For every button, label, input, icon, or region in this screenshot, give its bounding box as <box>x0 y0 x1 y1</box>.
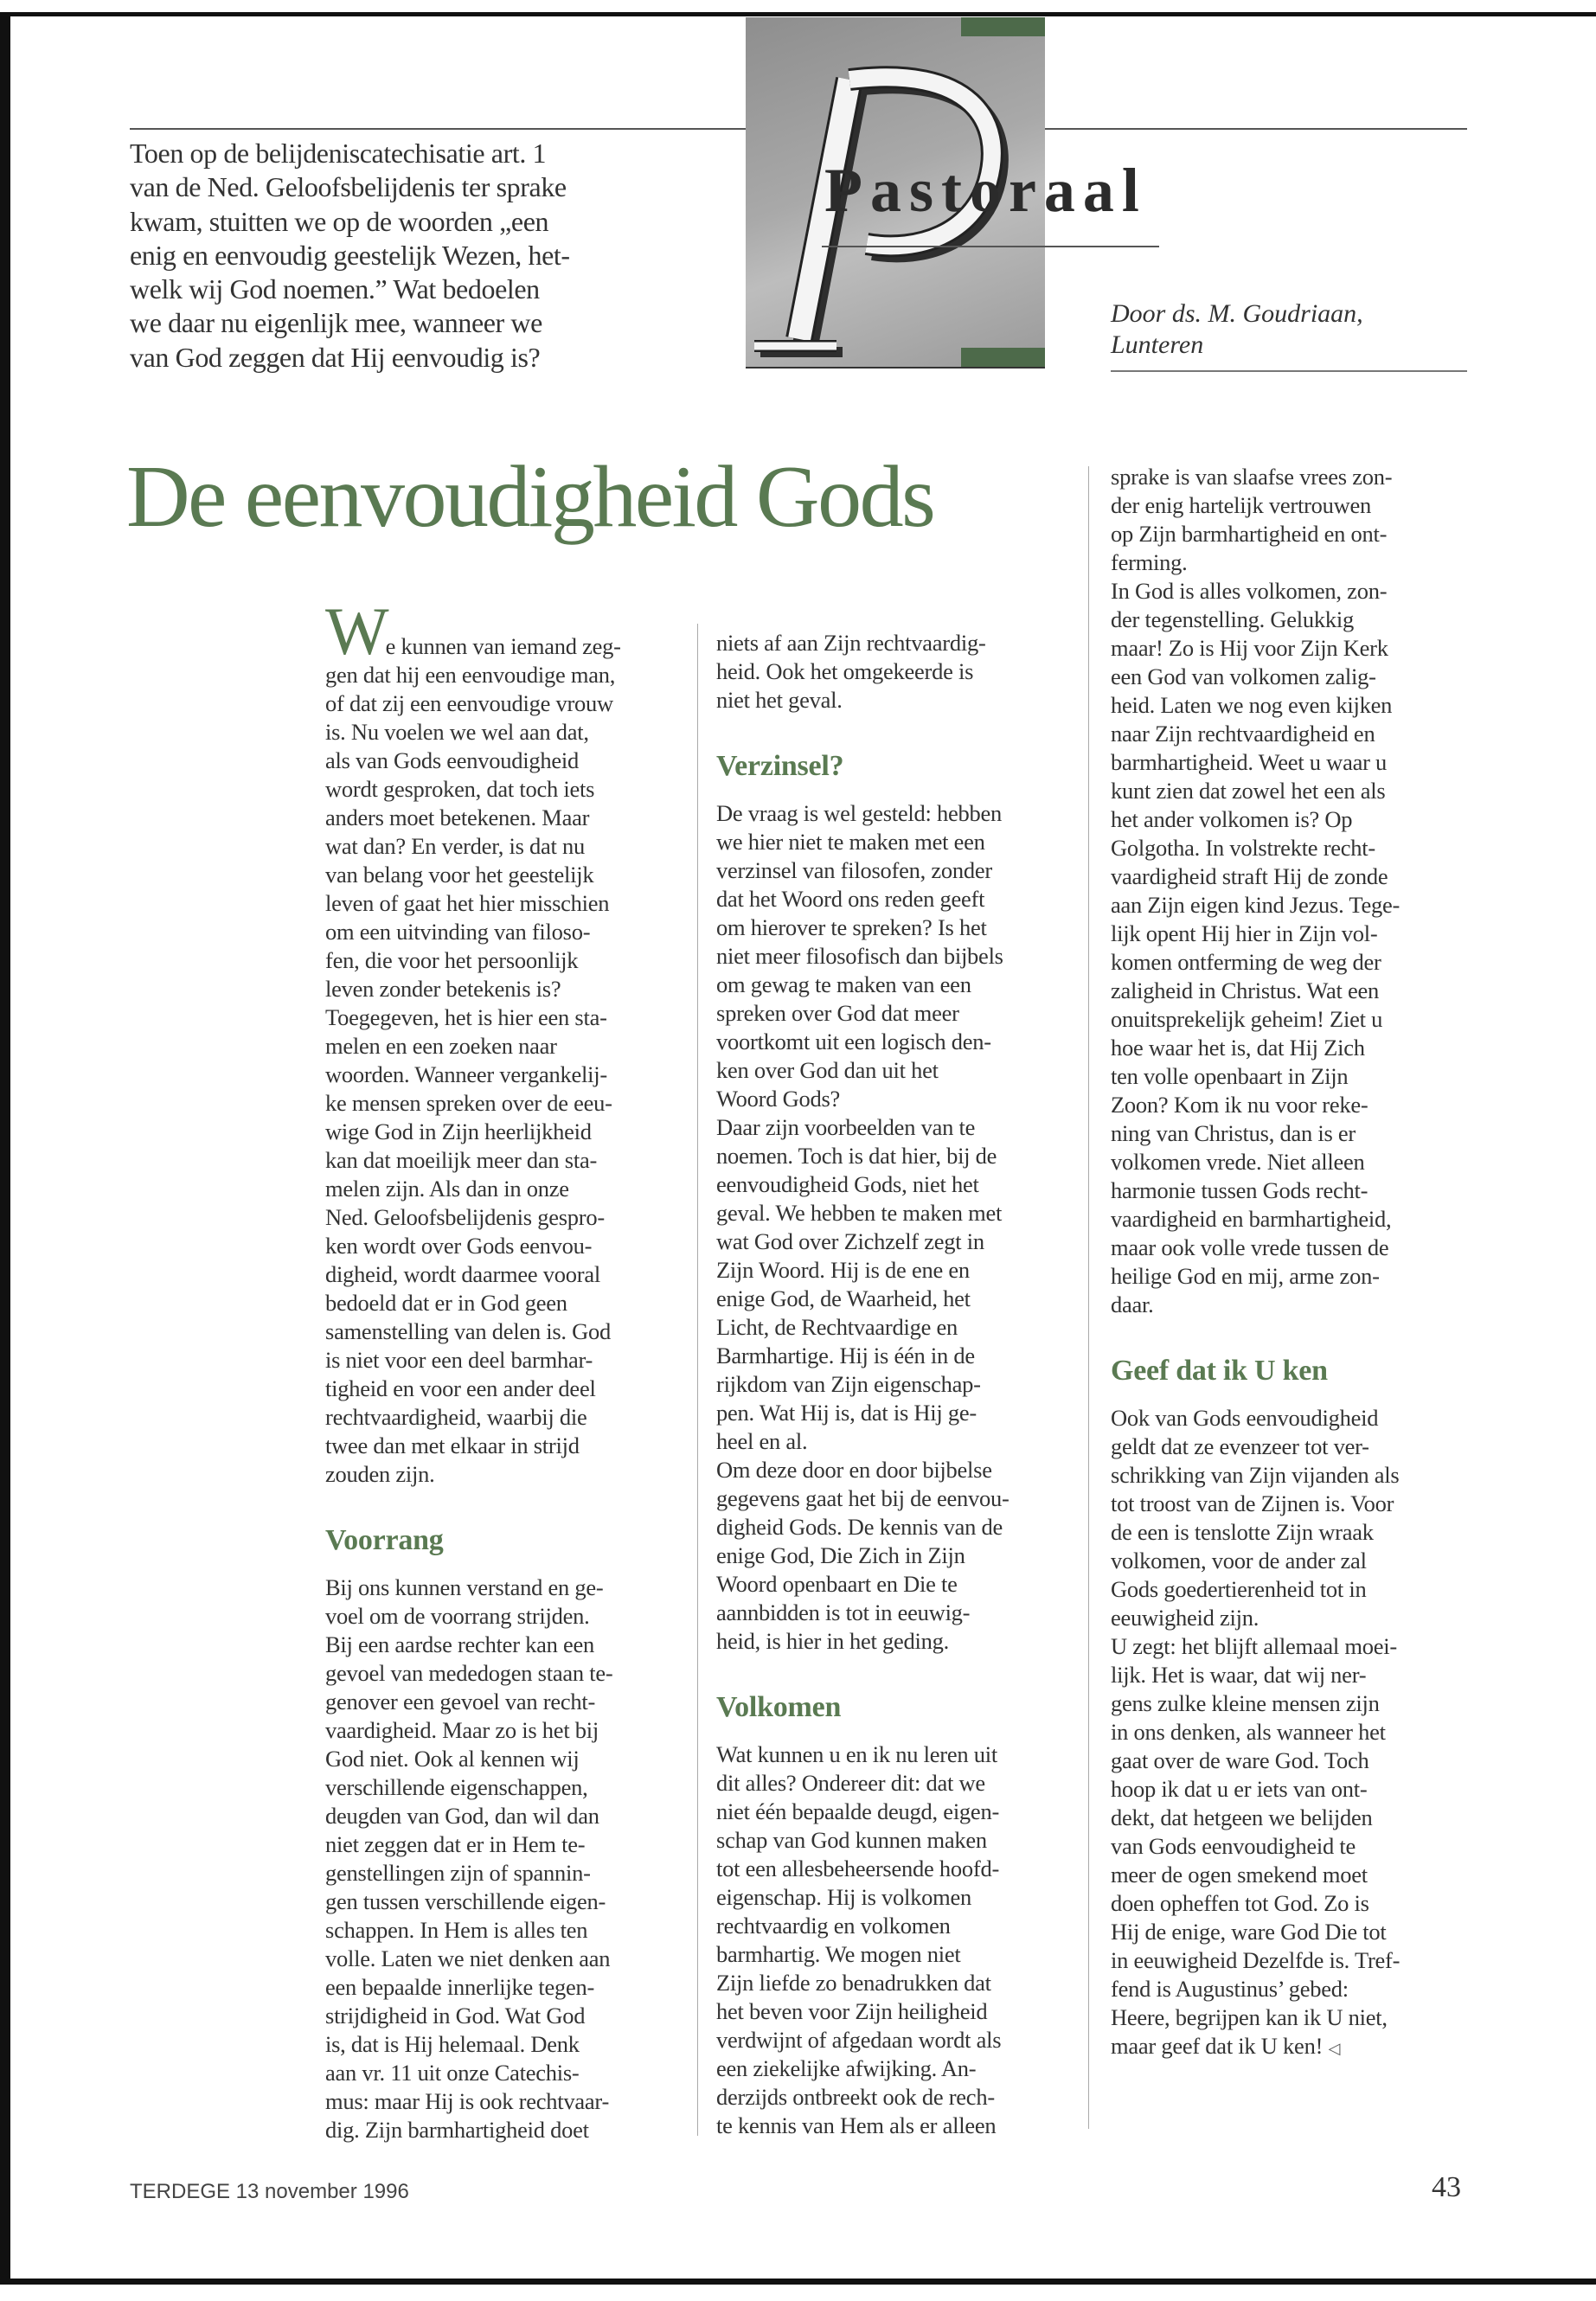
subheading-voorrang: Voorrang <box>325 1524 444 1556</box>
footer-publication: TERDEGE 13 november 1996 <box>130 2180 409 2203</box>
paragraph-text: e kunnen van iemand zeg- gen dat hij een eenvoudige man, of dat zij een eenvoudige vrouw is. Nu voelen we wel aan dat, als van Gods eenvoudigheid wordt gesproken, dat toch iets anders moet betekenen. Maar wat dan? En verder, is dat nu van belang voor het geestelijk leven of gaat het hier misschien om een uitvinding van filoso- fen, die voor het persoonlijk leven zonder betekenis is? Toegegeven, het is hier een sta- melen en een zoeken naar woorden. Wanneer vergankelij- ke mensen spreken over de eeu- wige God in Zijn heerlijkheid kan dat moeilijk meer dan sta- melen zijn. Als dan in onze Ned. Geloofsbelijdenis gespro- ken wordt over Gods eenvou- digheid, wordt daarmee vooral bedoeld dat er in God geen samenstelling van delen is. God is niet voor een deel barmhar- tigheid en voor een ander deel rechtvaardigheid, waarbij die twee dan met elkaar in strijd zouden zijn. <box>325 633 621 1487</box>
header-rule-right <box>1045 128 1467 130</box>
end-of-article-icon: ◁ <box>1328 2040 1341 2057</box>
page-border-bottom <box>0 2279 1596 2285</box>
paragraph <box>325 593 689 1489</box>
column-divider <box>697 624 698 2136</box>
paragraph: niets af aan Zijn rechtvaardig- heid. Ook het omgekeerde is niet het geval. <box>716 630 986 713</box>
paragraph-text: Ook van Gods eenvoudigheid geldt dat ze evenzeer tot ver- schrikking van Zijn vijanden als tot troost van de Zijnen is. Voor de een is tenslotte Zijn wraak volkomen, voor de ander zal Gods goedertierenheid tot in eeuwigheid zijn. U zegt: het blijft allemaal moei- lijk. Het is waar, dat wij ner- gens zulke kleine mensen zijn in ons denken, als wanneer het gaat over de ware God. Toch hoop ik dat u er iets van ont- dekt, dat hetgeen we belijden van Gods eenvoudigheid te meer de ogen smekend moet doen opheffen tot God. Zo is Hij de enige, ware God Die tot in eeuwigheid Dezelfde is. Tref- fend is Augustinus’ gebed: Heere, begrijpen kan ik U niet, maar geef dat ik U ken! <box>1111 1405 1401 2059</box>
page-border-top <box>0 12 1596 16</box>
subheading-geef-dat-ik-u-ken: Geef dat ik U ken <box>1111 1355 1328 1387</box>
section-label: Pastoraal <box>824 156 1147 225</box>
byline-rule <box>1111 370 1467 372</box>
subheading-verzinsel: Verzinsel? <box>716 750 844 782</box>
article-title: De eenvoudigheid Gods <box>126 448 934 546</box>
paragraph <box>1111 1404 1474 2063</box>
section-label-underline <box>822 246 1159 247</box>
column-divider <box>1088 466 1089 2129</box>
article-column-2 <box>716 629 1080 2140</box>
article-column-3 <box>1111 463 1474 2063</box>
intro-paragraph: Toen op de belijdeniscatechisatie art. 1 van de Ned. Geloofsbelijdenis ter sprake kwam, stuitten we op de woorden „een enig en eenvoudig geestelijk Wezen, het- welk wij God noemen.” Wat bedoelen we daar nu eigenlijk mee, wanneer we van God zeggen dat Hij eenvoudig is? <box>130 138 570 373</box>
page-border-left <box>0 16 10 2284</box>
paragraph: sprake is van slaafse vrees zon- der enig hartelijk vertrouwen op Zijn barmhartigheid en ont- ferming. In God is alles volkomen, zon- der tegenstelling. Gelukkig maar! Zo is Hij voor Zijn Kerk een God van volkomen zalig- heid. Laten we nog even kijken naar Zijn rechtvaardigheid en barmhartigheid. Weet u waar u kunt zien dat zowel het een als het ander volkomen is? Op Golgotha. In volstrekte recht- vaardigheid straft Hij de zonde aan Zijn eigen kind Jezus. Tege- lijk opent Hij hier in Zijn vol- komen ontferming de weg der zaligheid in Christus. Wat een onuitsprekelijk geheim! Ziet u hoe waar het is, dat Hij Zich ten volle openbaart in Zijn Zoon? Kom ik nu voor reke- ning van Christus, dan is er volkomen vrede. Niet alleen harmonie tussen Gods recht- vaardigheid en barmhartigheid, maar ook volle vrede tussen de heilige God en mij, arme zon- daar. <box>1111 464 1401 1317</box>
paragraph: Bij ons kunnen verstand en ge- voel om de voorrang strijden. Bij een aardse rechter kan een gevoel van mededogen staan te- genover een gevoel van recht- vaardigheid. Maar zo is het bij God niet. Ook al kennen wij verschillende eigenschappen, deugden van God, dan wil dan niet zeggen dat er in Hem te- genstellingen zijn of spannin- gen tussen verschillende eigen- schappen. In Hem is alles ten volle. Laten we niet denken aan een bepaalde innerlijke tegen- strijdigheid in God. Wat God is, dat is Hij helemaal. Denk aan vr. 11 uit onze Catechis- mus: maar Hij is ook rechtvaar- dig. Zijn barmhartigheid doet <box>325 1574 613 2143</box>
article-column-1 <box>325 593 689 2144</box>
byline: Door ds. M. Goudriaan, Lunteren <box>1111 299 1363 359</box>
subheading-volkomen: Volkomen <box>716 1691 842 1723</box>
paragraph: Wat kunnen u en ik nu leren uit dit alles? Ondereer dit: dat we niet één bepaalde deugd, eigen- schap van God kunnen maken tot een allesbeheersende hoofd- eigenschap. Hij is volkomen rechtvaardig en volkomen barmhartig. We mogen niet Zijn liefde zo benadrukken dat het beven voor Zijn heiligheid verdwijnt of afgedaan wordt als een ziekelijke afwijking. An- derzijds ontbreekt ook de rech- te kennis van Hem als er alleen <box>716 1741 1002 2138</box>
drop-cap: W <box>325 593 386 669</box>
paragraph: De vraag is wel gesteld: hebben we hier niet te maken met een verzinsel van filosofen, zonder dat het Woord ons reden geeft om hierover te spreken? Is het niet meer filosofisch dan bijbels om gewag te maken van een spreken over God dat meer voortkomt uit een logisch den- ken over God dan uit het Woord Gods? Daar zijn voorbeelden van te noemen. Toch is dat hier, bij de eenvoudigheid Gods, niet het geval. We hebben te maken met wat God over Zichzelf zegt in Zijn Woord. Hij is de ene en enige God, de Waarheid, het Licht, de Rechtvaardige en Barmhartige. Hij is één in de rijkdom van Zijn eigenschap- pen. Wat Hij is, dat is Hij ge- heel en al. Om deze door en door bijbelse gegevens gaat het bij de eenvou- digheid Gods. De kennis van de enige God, Die Zich in Zijn Woord openbaart en Die te aannbidden is tot in eeuwig- heid, is hier in het geding. <box>716 800 1010 1654</box>
page-number: 43 <box>1432 2171 1461 2203</box>
header-rule-left <box>130 128 746 130</box>
